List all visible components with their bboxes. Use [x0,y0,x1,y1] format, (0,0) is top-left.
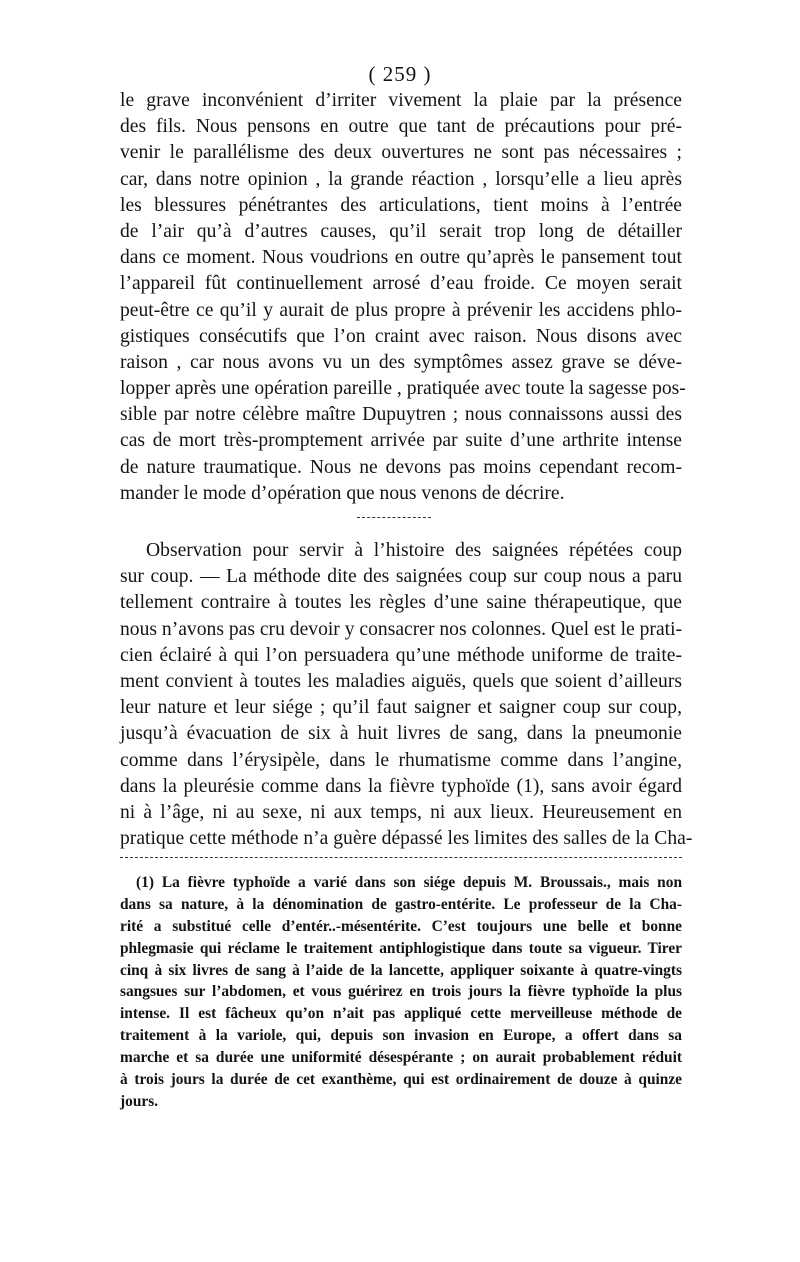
text-line: le grave inconvénient d’irriter vivement la plaie par la présence [120,90,682,111]
text-line: dans la pleurésie comme dans la fièvre typhoïde (1), sans avoir égard [120,775,682,797]
footnote-line: intense. Il est fâcheux qu’on n’ait pas appliqué cette merveilleuse méthode de [120,1005,682,1023]
footnote-line: rité a substitué celle d’entér..-mésentérite. C’est toujours une belle et bonne [120,917,682,935]
text-line: lopper après une opération pareille , pratiquée avec toute la sagesse pos- [120,378,686,400]
text-line: cas de mort très-promptement arrivée par suite d’une arthrite intense [120,430,682,452]
footnote-line: traitement à la variole, qui, depuis son invasion en Europe, a offert dans sa [120,1027,682,1045]
section-separator [357,517,431,518]
text-line: mander le mode d’opération que nous venons de décrire. [120,482,565,504]
text-line: les blessures pénétrantes des articulations, tient moins à l’entrée [120,194,682,216]
text-line: tellement contraire à toutes les règles d’une saine thérapeutique, que [120,592,682,614]
text-line: dans ce moment. Nous voudrions en outre qu’après le pansement tout [120,247,682,269]
text-line: l’appareil fût continuellement arrosé d’eau froide. Ce moyen serait [120,273,682,295]
paragraph-1 [120,88,686,507]
text-line: gistiques consécutifs que l’on craint avec raison. Nous disons avec [120,325,682,347]
text-line: venir le parallélisme des deux ouvertures ne sont pas nécessaires ; [120,142,682,164]
footnote-line: cinq à six livres de sang à l’aide de la lancette, appliquer soixante à quatre-vingts [120,961,682,979]
text-line: comme dans l’érysipèle, dans le rhumatisme comme dans l’angine, [120,749,682,771]
text-line: jusqu’à évacuation de six à huit livres de sang, dans la pneumonie [120,723,682,745]
text-line: sur coup. — La méthode dite des saignées coup sur coup nous a paru [120,566,682,588]
text-line: nous n’avons pas cru devoir y consacrer nos colonnes. Quel est le prati- [120,618,683,640]
text-line: pratique cette méthode n’a guère dépassé les limites des salles de la Cha- [120,828,693,850]
footnote-line: marche et sa durée une uniformité désespérante ; on aurait probablement réduit [120,1049,682,1067]
footnote-line: phlegmasie qui réclame le traitement antiphlogistique dans toute sa vigueur. Tirer [120,939,682,957]
footnote-line: (1) La fièvre typhoïde a varié dans son siége depuis M. Broussais., mais non [136,874,682,891]
text-line: de l’air qu’à d’autres causes, qu’il serait trop long de détailler [120,220,682,242]
text-line: raison , car nous avons vu un des symptômes assez grave se déve- [120,351,682,373]
text-line: cien éclairé à qui l’on persuadera qu’une méthode uniforme de traite- [120,644,682,666]
footnote-line: sangsues sur l’abdomen, et vous guérirez en trois jours la fièvre typhoïde la plus [120,983,682,1001]
page-number: ( 259 ) [368,62,432,86]
footnote-line: dans sa nature, à la dénomination de gastro-entérite. Le professeur de la Cha- [120,895,682,913]
text-line: de nature traumatique. Nous ne devons pas moins cependant recom- [120,456,682,478]
footnote-line: jours. [120,1092,159,1110]
text-line: sible par notre célèbre maître Dupuytren ; nous connaissons aussi des [120,404,682,426]
footnote-line: à trois jours la durée de cet exanthème, qui est ordinairement de douze à quinze [120,1071,682,1089]
text-line: Observation pour servir à l’histoire des saignées répétées coup [146,540,682,561]
footnote [120,872,682,1113]
footnote-rule [120,857,682,858]
text-line: peut-être ce qu’il y aurait de plus propre à prévenir les accidens phlo- [120,299,682,321]
text-line: leur nature et leur siége ; qu’il faut saigner et saigner coup sur coup, [120,697,682,719]
text-line: ni à l’âge, ni au sexe, ni aux temps, ni aux lieux. Heureusement en [120,801,682,823]
text-line: car, dans notre opinion , la grande réaction , lorsqu’elle a lieu après [120,168,682,190]
paragraph-2 [120,538,693,852]
text-line: ment convient à toutes les maladies aiguës, quels que soient d’ailleurs [120,670,682,692]
text-line: des fils. Nous pensons en outre que tant de précautions pour pré- [120,116,682,138]
